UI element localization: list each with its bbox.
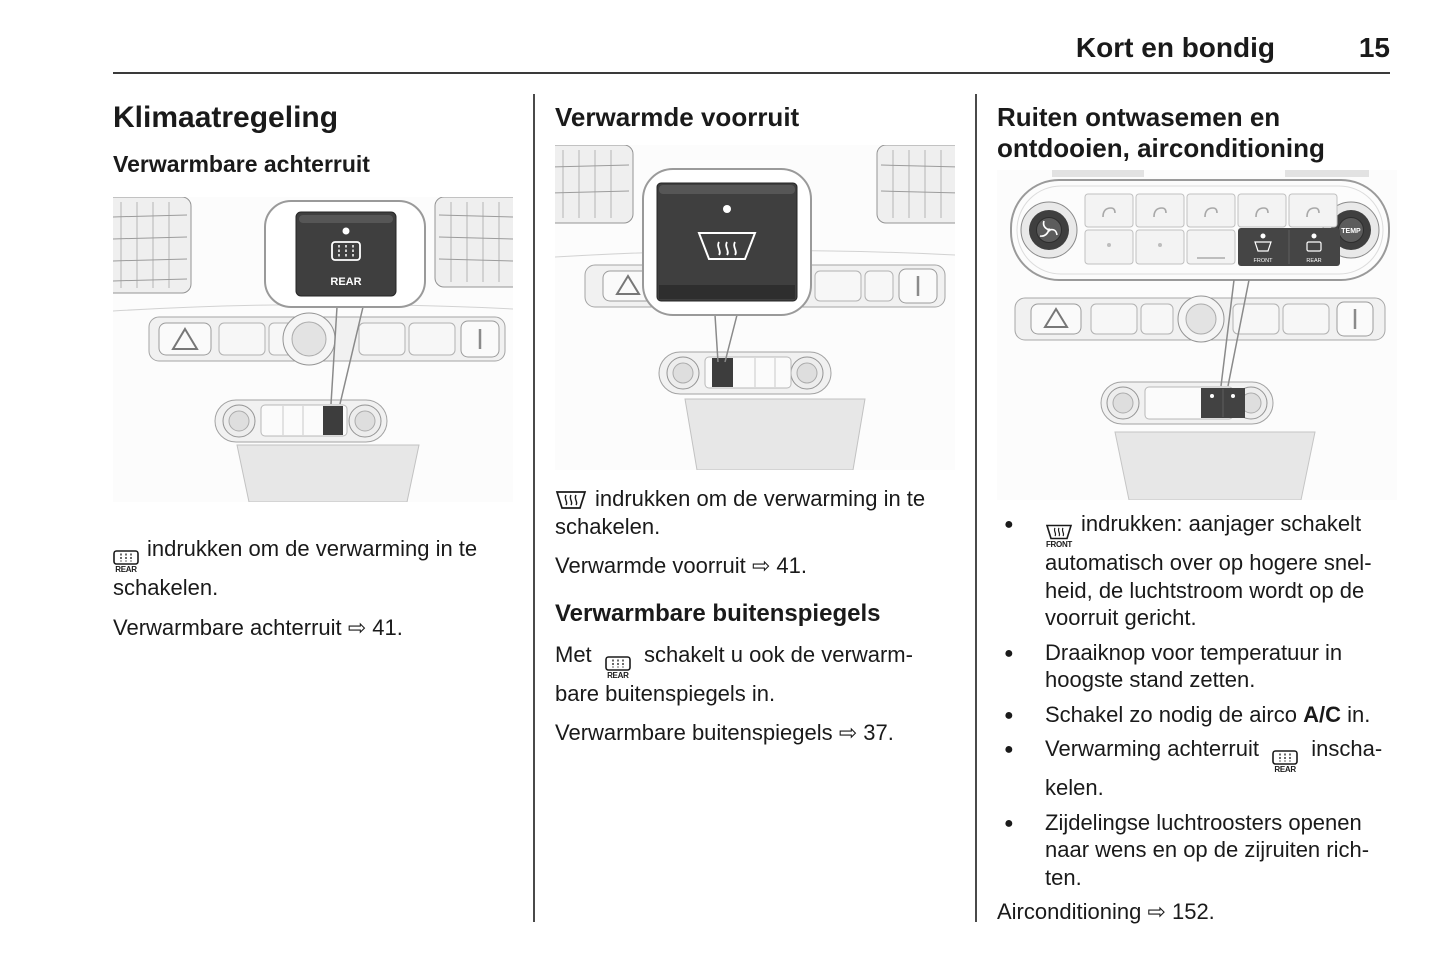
vent-sliver-right (1285, 170, 1369, 177)
air-vent-right-icon (435, 197, 513, 287)
front-button-label: FRONT (1253, 258, 1273, 264)
cross-reference: Verwarmbare achterruit ⇨ 41. (113, 614, 403, 640)
vent-sliver-left (1052, 170, 1144, 177)
led-indicator (1312, 234, 1317, 239)
callout-rear-button (265, 201, 425, 307)
rear-window-heat-icon: REAR (1272, 750, 1298, 774)
air-vent-left-icon (113, 197, 191, 293)
air-vent-right-icon (877, 145, 955, 223)
rear-button-label: REAR (330, 276, 362, 288)
mode-button-row (1085, 228, 1340, 266)
climate-panel-magnified (1011, 180, 1389, 280)
instruction-list (997, 510, 1397, 891)
front-defrost-icon: FRONT (1045, 524, 1073, 549)
bullet-icon: ● (1004, 644, 1014, 662)
temp-knob-label: TEMP (1341, 228, 1361, 235)
windshield-heat-button-small (712, 358, 733, 387)
page-content (113, 94, 1445, 938)
climate-control-panel (659, 352, 831, 394)
column-divider (533, 94, 535, 922)
climate-control-panel (215, 400, 387, 442)
ac-label: A/C (1303, 701, 1341, 727)
air-vent-left-icon (555, 145, 633, 223)
chapter-title: Kort en bondig (1075, 32, 1275, 63)
list-item: ● FRONT indrukken: aanjager schakelt automatisch over op hogere snel- heid, de luchtstroom wordt op de voorruit gericht. (1004, 511, 1372, 630)
list-item: ● Schakel zo nodig de airco A/C in. (997, 701, 1397, 729)
center-console (1115, 432, 1315, 500)
section-heated-windshield: Verwarmde voorruit (555, 102, 800, 132)
led-indicator (723, 205, 731, 213)
page-header (0, 0, 1445, 74)
paragraph-windshield-heating: indrukken om de verwarming in te schakelen. (555, 486, 926, 539)
section-title: Klimaatregeling (113, 101, 339, 134)
bullet-icon: ● (1004, 516, 1014, 533)
page-number: 15 (1358, 32, 1390, 63)
infotainment-button-strip (149, 313, 505, 365)
dashboard-illustration-front (555, 145, 955, 470)
rear-button-label: REAR (1306, 258, 1322, 264)
led-indicator (1261, 234, 1266, 239)
center-console (685, 399, 865, 470)
dashboard-illustration-rear (113, 197, 513, 502)
list-item: ● Draaiknop voor temperatuur in hoogste stand zetten. (1004, 639, 1343, 692)
windshield-heat-icon (555, 490, 587, 510)
column-ruiten-ontwasemen (997, 94, 1397, 938)
cross-reference: Verwarmde voorruit ⇨ 41. (555, 553, 807, 578)
bullet-icon: ● (1004, 814, 1014, 832)
section-defog-defrost: Ruiten ontwasemen en ontdooien, airconditioning (997, 102, 1325, 163)
callout-windshield-button (643, 169, 811, 315)
paragraph-text: indrukken om de verwarming in te (595, 486, 926, 511)
rear-heat-button-small (323, 406, 343, 435)
column-divider (975, 94, 977, 922)
figure-rear-window-heating (113, 197, 513, 502)
led-indicator (343, 228, 350, 235)
bullet-icon: ● (1004, 706, 1014, 724)
center-console (237, 445, 419, 502)
paragraph-text: indrukken om de verwarming in te (147, 536, 478, 561)
subsection-heated-rear-window: Verwarmbare achterruit (113, 151, 370, 177)
airflow-button-row (1085, 194, 1337, 227)
cross-reference: Airconditioning ⇨ 152. (997, 899, 1215, 924)
rear-window-heat-icon: REAR (605, 656, 631, 680)
figure-windshield-heating (555, 145, 955, 470)
column-verwarmde-voorruit (555, 94, 955, 938)
list-item: ● Verwarming achterruit REAR inscha- kelen. (1004, 736, 1383, 800)
paragraph-heated-mirrors: Met REAR schakelt u ook de verwarm- bare buitenspiegels in. (555, 641, 913, 706)
subsection-heated-mirrors: Verwarmbare buitenspiegels (555, 599, 881, 627)
paragraph-rear-heating: REAR indrukken om de verwarming in te schakelen. (113, 536, 478, 600)
column-klimaatregeling (113, 94, 513, 938)
figure-climate-panel (997, 170, 1397, 500)
climate-control-panel (1101, 382, 1273, 424)
rear-window-heat-icon: REAR (113, 550, 139, 574)
climate-panel-illustration (997, 170, 1397, 500)
fan-knob (1021, 202, 1077, 258)
infotainment-button-strip (1015, 296, 1385, 342)
header-rule (113, 72, 1390, 74)
cross-reference: Verwarmbare buitenspiegels ⇨ 37. (555, 720, 894, 745)
list-item: ● Zijdelingse luchtroosters openen naar wens en op de zijruiten rich- ten. (1004, 809, 1370, 890)
bullet-icon: ● (1004, 741, 1014, 758)
